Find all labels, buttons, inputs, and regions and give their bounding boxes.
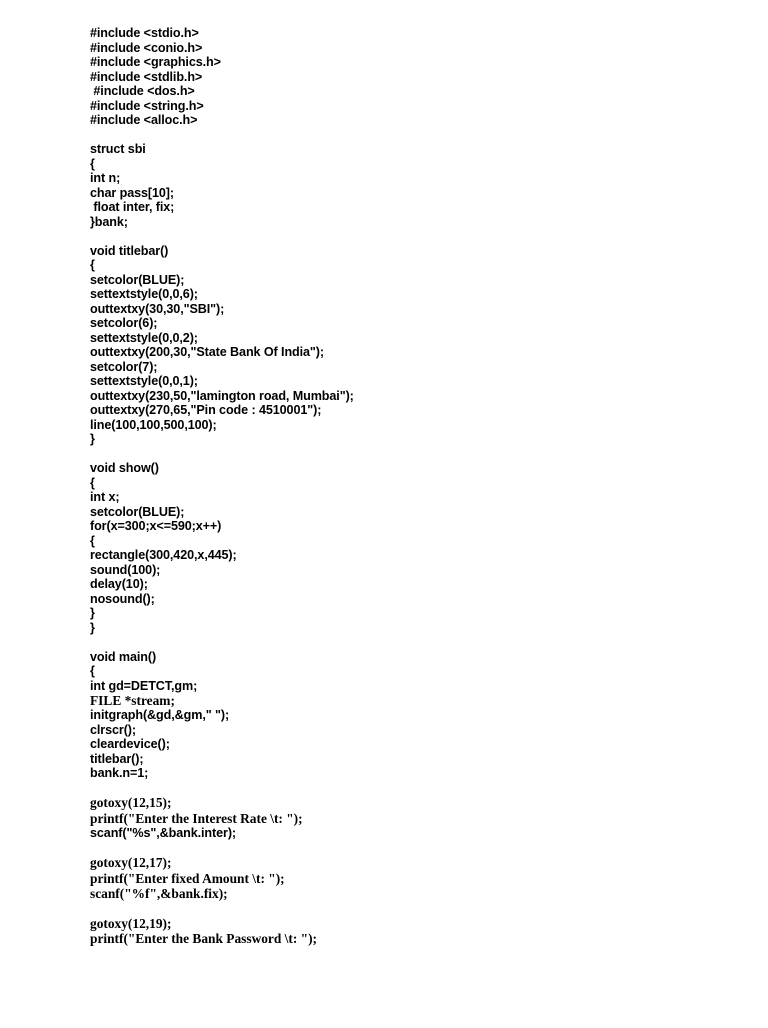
code-line: line(100,100,500,100); [90,417,217,432]
code-line: outtextxy(270,65,"Pin code : 4510001"); [90,403,322,417]
code-line: void titlebar() [90,243,169,258]
code-line: delay(10); [90,577,148,591]
code-line: titlebar(); [90,751,144,766]
code-line: { [90,664,95,678]
code-line: setcolor(7); [90,359,158,374]
code-listing [90,26,730,947]
code-line: } [90,620,95,635]
code-line: gotoxy(12,17); [90,855,172,871]
code-line: printf("Enter the Bank Password \t: "); [90,931,318,947]
code-line: setcolor(BLUE); [90,272,185,287]
code-line: char pass[10]; [90,185,174,200]
blank-line [90,781,730,796]
code-line: { [90,156,95,171]
code-line: outtextxy(30,30,"SBI"); [90,301,225,316]
blank-line [90,901,730,916]
code-line: for(x=300;x<=590;x++) [90,519,222,533]
code-line: clrscr(); [90,722,136,737]
code-line: #include <stdlib.h> [90,69,203,84]
code-line: FILE *stream; [90,693,175,708]
blank-line [90,841,730,856]
blank-line [90,635,730,650]
code-line: settextstyle(0,0,6); [90,287,198,301]
code-line: { [90,258,95,272]
code-line: #include <conio.h> [90,40,203,55]
code-line: outtextxy(230,50,"lamington road, Mumbai"); [90,388,354,403]
cut-off-text-fragment [120,1018,240,1028]
code-line: void main() [90,649,157,664]
code-line: sound(100); [90,562,161,577]
code-line: printf("Enter fixed Amount \t: "); [90,870,285,886]
code-line: struct sbi [90,142,146,156]
code-line: outtextxy(200,30,"State Bank Of India"); [90,345,324,359]
code-line: #include <dos.h> [90,84,195,98]
code-line: void show() [90,461,159,475]
code-line: setcolor(6); [90,316,158,330]
code-line: nosound(); [90,591,155,606]
code-line: cleardevice(); [90,737,170,752]
code-line: scanf("%f",&bank.fix); [90,885,228,901]
blank-line [90,447,730,462]
code-line: rectangle(300,420,x,445); [90,548,237,562]
code-line: int n; [90,171,121,185]
code-line: scanf("%s",&bank.inter); [90,826,237,841]
code-line: setcolor(BLUE); [90,504,185,519]
code-line: { [90,533,95,548]
code-line: int x; [90,490,120,504]
code-line: float inter, fix; [90,200,175,214]
code-line: initgraph(&gd,&gm," "); [90,708,230,723]
code-line: #include <graphics.h> [90,55,221,69]
code-line: bank.n=1; [90,766,149,781]
code-line: int gd=DETCT,gm; [90,678,198,693]
blank-line [90,128,730,143]
code-line: gotoxy(12,15); [90,795,172,811]
code-line: } [90,606,95,620]
code-line: #include <stdio.h> [90,26,199,40]
code-line: }bank; [90,214,128,229]
code-line: #include <alloc.h> [90,113,198,127]
code-line: settextstyle(0,0,1); [90,374,198,388]
code-line: printf("Enter the Interest Rate \t: "); [90,810,303,826]
code-line: } [90,432,95,446]
code-line: gotoxy(12,19); [90,915,172,931]
code-line: #include <string.h> [90,98,204,113]
blank-line [90,229,730,244]
code-line: settextstyle(0,0,2); [90,330,198,345]
code-line: { [90,475,95,490]
